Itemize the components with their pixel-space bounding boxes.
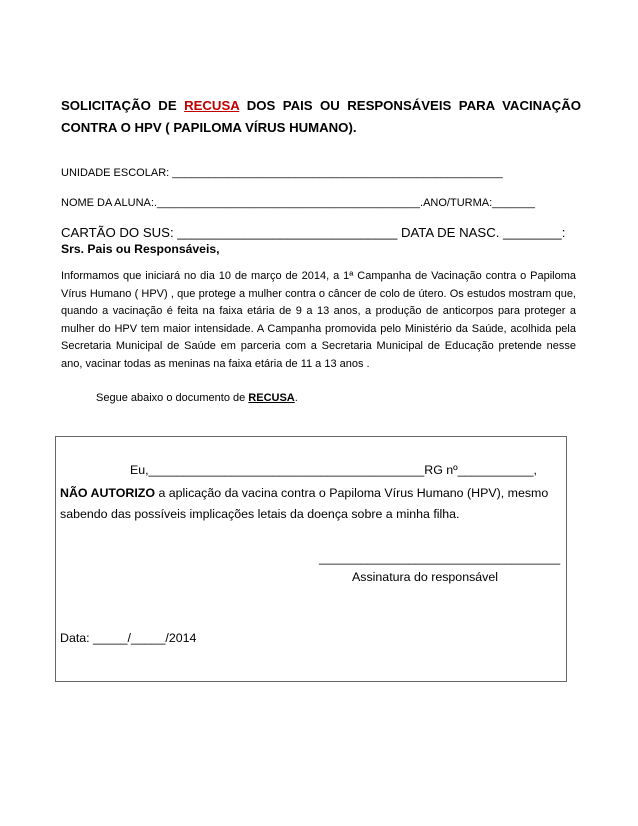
- info-paragraph: Informamos que iniciará no dia 10 de março de 2014, a 1ª Campanha de Vacinação contra o Papiloma Vírus Humano ( HPV) , que protege a mulher contra o câncer de colo de útero. Os estudos mostram que, quando a vacinação é feita na faixa etária de 9 a 13 anos, a produção de anticorpos para proteger a mulher do HPV tem maior intensidade. A Campanha promovida pelo Ministério da Saúde, acolhida pela Secretaria Municipal de Saúde em parceria com a Secretaria Municipal de Educação pretende nesse ano, vacinar todas as meninas na faixa etária de 11 a 13 anos .: [61, 270, 576, 370]
- sus-card-field: CARTÃO DO SUS: ______________________________ DATA DE NASC. ________:: [61, 225, 566, 240]
- greeting: Srs. Pais ou Responsáveis,: [61, 242, 220, 256]
- date-line: Data: _____/_____/2014: [60, 631, 197, 645]
- signature-line: ___________________________________: [319, 551, 561, 565]
- student-name-field: NOME DA ALUNA:.___________________________________________.ANO/TURMA:_______: [61, 197, 535, 209]
- follow-text: Segue abaixo o documento de: [96, 392, 246, 404]
- title-suffix: DOS PAIS OU RESPONSÁVEIS PARA VACINAÇÃO: [246, 98, 581, 113]
- follow-note: [96, 392, 298, 404]
- refusal-statement-text: a aplicação da vacina contra o Papiloma Vírus Humano (HPV), mesmo sabendo das possíveis implicações letais da doença sobre a minha filha.: [60, 486, 549, 521]
- refusal-statement: [60, 483, 560, 525]
- refusal-form-box: [55, 436, 567, 682]
- document-title: [61, 95, 581, 139]
- title-refusal-word: RECUSA: [184, 98, 240, 113]
- school-unit-field: UNIDADE ESCOLAR: ______________________________________________________: [61, 167, 503, 179]
- follow-refusal-word: RECUSA: [248, 392, 295, 404]
- signature-label: Assinatura do responsável: [352, 570, 499, 584]
- follow-end: .: [294, 392, 298, 404]
- title-prefix: SOLICITAÇÃO DE: [61, 98, 177, 113]
- not-authorize-text: NÃO AUTORIZO: [60, 486, 155, 500]
- title-line-2: CONTRA O HPV ( PAPILOMA VÍRUS HUMANO).: [61, 120, 357, 135]
- guardian-name-rg-line: Eu,________________________________________RG nº___________,: [130, 463, 537, 477]
- title-line-1: [61, 95, 581, 117]
